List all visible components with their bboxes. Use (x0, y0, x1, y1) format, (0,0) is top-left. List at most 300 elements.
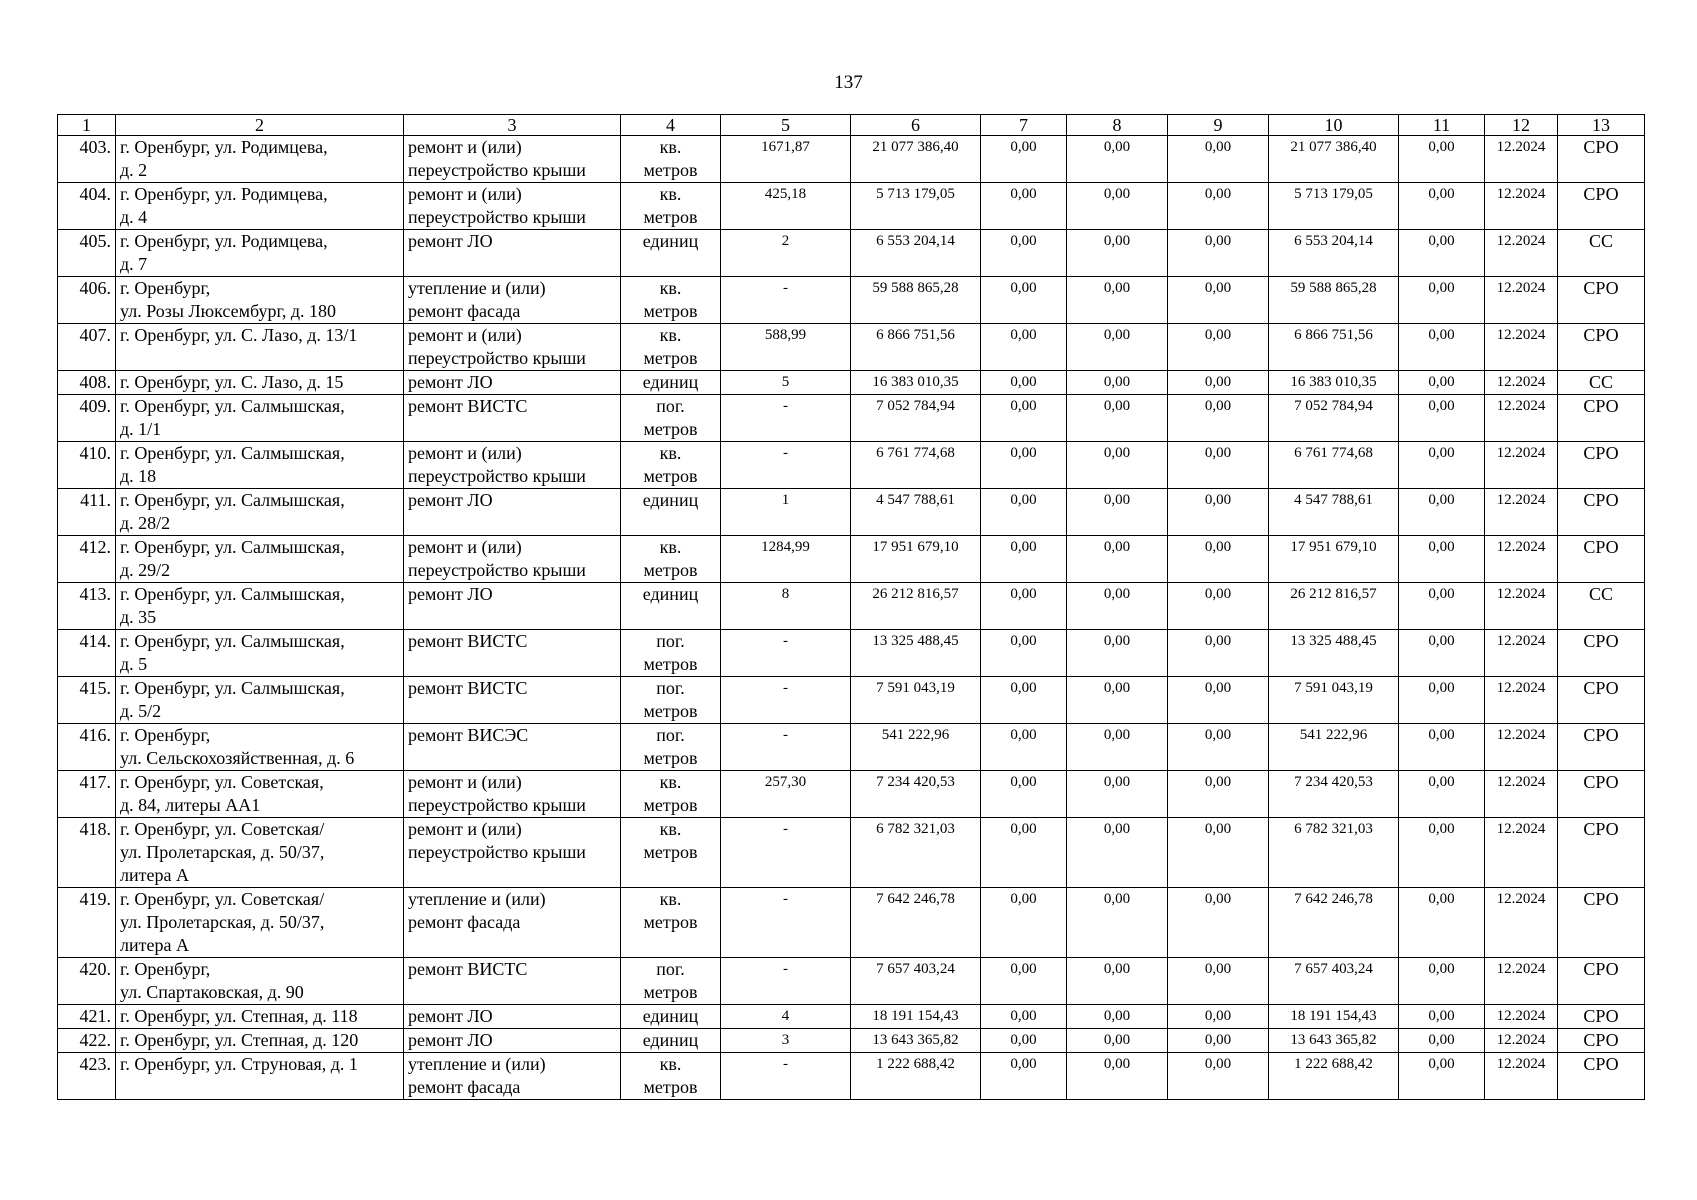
row-number: 407. (58, 324, 116, 371)
deadline-cell: 12.2024 (1485, 536, 1558, 583)
work-type-cell: ремонт ЛО (404, 489, 621, 536)
column-header: 5 (721, 115, 851, 136)
cost-cell: 0,00 (1168, 136, 1269, 183)
address-cell: г. Оренбург, ул. Родимцева, д. 7 (116, 230, 404, 277)
cost-cell: 0,00 (1168, 489, 1269, 536)
work-type-cell: ремонт ВИСТС (404, 958, 621, 1005)
fund-method-cell: СРО (1558, 630, 1645, 677)
row-number: 418. (58, 818, 116, 888)
deadline-cell: 12.2024 (1485, 136, 1558, 183)
cost-cell: 0,00 (1168, 536, 1269, 583)
work-type-cell: ремонт ВИСТС (404, 677, 621, 724)
row-number: 410. (58, 442, 116, 489)
cost-cell: 0,00 (1067, 677, 1168, 724)
work-type-cell: ремонт ВИСТС (404, 395, 621, 442)
total-cost-cell: 541 222,96 (851, 724, 981, 771)
address-cell: г. Оренбург, ул. Салмышская, д. 5 (116, 630, 404, 677)
cost-cell: 0,00 (1399, 630, 1485, 677)
table-row (58, 888, 1645, 958)
fund-method-cell: СРО (1558, 1029, 1645, 1053)
work-type-cell: ремонт ЛО (404, 583, 621, 630)
cost-cell: 0,00 (981, 324, 1067, 371)
column-header: 1 (58, 115, 116, 136)
deadline-cell: 12.2024 (1485, 324, 1558, 371)
deadline-cell: 12.2024 (1485, 724, 1558, 771)
column-header-row (58, 115, 1645, 136)
unit-cell: кв. метров (621, 1053, 721, 1100)
address-cell: г. Оренбург, ул. С. Лазо, д. 15 (116, 371, 404, 395)
cost-cell: 0,00 (981, 677, 1067, 724)
volume-cell: - (721, 677, 851, 724)
total-cost-cell: 21 077 386,40 (851, 136, 981, 183)
row-number: 421. (58, 1005, 116, 1029)
volume-cell: - (721, 442, 851, 489)
unit-cell: пог. метров (621, 724, 721, 771)
work-type-cell: ремонт и (или) переустройство крыши (404, 536, 621, 583)
table-row (58, 583, 1645, 630)
owner-funds-cell: 21 077 386,40 (1269, 136, 1399, 183)
cost-cell: 0,00 (1399, 818, 1485, 888)
table-row (58, 1053, 1645, 1100)
cost-cell: 0,00 (1067, 1029, 1168, 1053)
cost-cell: 0,00 (1168, 183, 1269, 230)
cost-cell: 0,00 (1399, 371, 1485, 395)
owner-funds-cell: 17 951 679,10 (1269, 536, 1399, 583)
cost-cell: 0,00 (1399, 136, 1485, 183)
unit-cell: пог. метров (621, 630, 721, 677)
table-row (58, 371, 1645, 395)
cost-cell: 0,00 (1168, 958, 1269, 1005)
work-type-cell: утепление и (или) ремонт фасада (404, 1053, 621, 1100)
total-cost-cell: 16 383 010,35 (851, 371, 981, 395)
fund-method-cell: СРО (1558, 395, 1645, 442)
cost-cell: 0,00 (981, 442, 1067, 489)
address-cell: г. Оренбург, ул. С. Лазо, д. 13/1 (116, 324, 404, 371)
cost-cell: 0,00 (1067, 395, 1168, 442)
total-cost-cell: 7 052 784,94 (851, 395, 981, 442)
total-cost-cell: 59 588 865,28 (851, 277, 981, 324)
volume-cell: 588,99 (721, 324, 851, 371)
total-cost-cell: 1 222 688,42 (851, 1053, 981, 1100)
fund-method-cell: СРО (1558, 771, 1645, 818)
deadline-cell: 12.2024 (1485, 230, 1558, 277)
cost-cell: 0,00 (981, 183, 1067, 230)
cost-cell: 0,00 (1399, 1029, 1485, 1053)
cost-cell: 0,00 (1168, 442, 1269, 489)
owner-funds-cell: 18 191 154,43 (1269, 1005, 1399, 1029)
table-row (58, 724, 1645, 771)
column-header: 9 (1168, 115, 1269, 136)
row-number: 404. (58, 183, 116, 230)
work-type-cell: ремонт ВИСЭС (404, 724, 621, 771)
cost-cell: 0,00 (981, 489, 1067, 536)
fund-method-cell: СРО (1558, 1005, 1645, 1029)
total-cost-cell: 17 951 679,10 (851, 536, 981, 583)
cost-cell: 0,00 (1067, 277, 1168, 324)
address-cell: г. Оренбург, ул. Салмышская, д. 18 (116, 442, 404, 489)
volume-cell: 1671,87 (721, 136, 851, 183)
address-cell: г. Оренбург, ул. Сельскохозяйственная, д. 6 (116, 724, 404, 771)
deadline-cell: 12.2024 (1485, 630, 1558, 677)
volume-cell: - (721, 818, 851, 888)
table-row (58, 442, 1645, 489)
owner-funds-cell: 1 222 688,42 (1269, 1053, 1399, 1100)
work-type-cell: ремонт и (или) переустройство крыши (404, 183, 621, 230)
cost-cell: 0,00 (1399, 583, 1485, 630)
owner-funds-cell: 6 761 774,68 (1269, 442, 1399, 489)
cost-cell: 0,00 (981, 230, 1067, 277)
cost-cell: 0,00 (1399, 724, 1485, 771)
volume-cell: - (721, 1053, 851, 1100)
row-number: 423. (58, 1053, 116, 1100)
owner-funds-cell: 7 657 403,24 (1269, 958, 1399, 1005)
fund-method-cell: СРО (1558, 1053, 1645, 1100)
fund-method-cell: СС (1558, 371, 1645, 395)
table-row (58, 958, 1645, 1005)
fund-method-cell: СРО (1558, 958, 1645, 1005)
fund-method-cell: СРО (1558, 818, 1645, 888)
cost-cell: 0,00 (1399, 1053, 1485, 1100)
cost-cell: 0,00 (1399, 1005, 1485, 1029)
work-type-cell: утепление и (или) ремонт фасада (404, 277, 621, 324)
column-header: 10 (1269, 115, 1399, 136)
unit-cell: пог. метров (621, 677, 721, 724)
address-cell: г. Оренбург, ул. Степная, д. 120 (116, 1029, 404, 1053)
cost-cell: 0,00 (1168, 888, 1269, 958)
cost-cell: 0,00 (1067, 489, 1168, 536)
volume-cell: 4 (721, 1005, 851, 1029)
cost-cell: 0,00 (1067, 583, 1168, 630)
owner-funds-cell: 16 383 010,35 (1269, 371, 1399, 395)
cost-cell: 0,00 (1067, 183, 1168, 230)
volume-cell: - (721, 958, 851, 1005)
volume-cell: 2 (721, 230, 851, 277)
deadline-cell: 12.2024 (1485, 1053, 1558, 1100)
total-cost-cell: 6 782 321,03 (851, 818, 981, 888)
work-type-cell: ремонт и (или) переустройство крыши (404, 771, 621, 818)
volume-cell: 1 (721, 489, 851, 536)
row-number: 405. (58, 230, 116, 277)
cost-cell: 0,00 (1399, 442, 1485, 489)
cost-cell: 0,00 (1399, 489, 1485, 536)
volume-cell: 257,30 (721, 771, 851, 818)
row-number: 414. (58, 630, 116, 677)
cost-cell: 0,00 (1168, 771, 1269, 818)
address-cell: г. Оренбург, ул. Струновая, д. 1 (116, 1053, 404, 1100)
fund-method-cell: СРО (1558, 277, 1645, 324)
cost-cell: 0,00 (1168, 1053, 1269, 1100)
cost-cell: 0,00 (1399, 888, 1485, 958)
address-cell: г. Оренбург, ул. Салмышская, д. 5/2 (116, 677, 404, 724)
table-row (58, 230, 1645, 277)
total-cost-cell: 13 325 488,45 (851, 630, 981, 677)
volume-cell: 1284,99 (721, 536, 851, 583)
volume-cell: - (721, 277, 851, 324)
address-cell: г. Оренбург, ул. Салмышская, д. 29/2 (116, 536, 404, 583)
cost-cell: 0,00 (981, 536, 1067, 583)
deadline-cell: 12.2024 (1485, 371, 1558, 395)
deadline-cell: 12.2024 (1485, 958, 1558, 1005)
owner-funds-cell: 7 642 246,78 (1269, 888, 1399, 958)
unit-cell: кв. метров (621, 183, 721, 230)
work-type-cell: ремонт и (или) переустройство крыши (404, 324, 621, 371)
column-header: 13 (1558, 115, 1645, 136)
volume-cell: - (721, 888, 851, 958)
unit-cell: единиц (621, 230, 721, 277)
cost-cell: 0,00 (1168, 724, 1269, 771)
cost-cell: 0,00 (1067, 1005, 1168, 1029)
owner-funds-cell: 541 222,96 (1269, 724, 1399, 771)
owner-funds-cell: 59 588 865,28 (1269, 277, 1399, 324)
table-row (58, 536, 1645, 583)
total-cost-cell: 7 657 403,24 (851, 958, 981, 1005)
cost-cell: 0,00 (981, 1053, 1067, 1100)
cost-cell: 0,00 (1399, 183, 1485, 230)
cost-cell: 0,00 (1399, 958, 1485, 1005)
deadline-cell: 12.2024 (1485, 1029, 1558, 1053)
volume-cell: - (721, 395, 851, 442)
capital-repair-table (57, 114, 1645, 1100)
cost-cell: 0,00 (1168, 1029, 1269, 1053)
deadline-cell: 12.2024 (1485, 818, 1558, 888)
cost-cell: 0,00 (1168, 583, 1269, 630)
cost-cell: 0,00 (1067, 771, 1168, 818)
fund-method-cell: СРО (1558, 536, 1645, 583)
cost-cell: 0,00 (1168, 230, 1269, 277)
unit-cell: кв. метров (621, 324, 721, 371)
row-number: 406. (58, 277, 116, 324)
deadline-cell: 12.2024 (1485, 277, 1558, 324)
owner-funds-cell: 6 553 204,14 (1269, 230, 1399, 277)
cost-cell: 0,00 (1067, 442, 1168, 489)
table-row (58, 677, 1645, 724)
table-row (58, 1029, 1645, 1053)
cost-cell: 0,00 (1399, 230, 1485, 277)
total-cost-cell: 4 547 788,61 (851, 489, 981, 536)
fund-method-cell: СС (1558, 230, 1645, 277)
table-row (58, 136, 1645, 183)
cost-cell: 0,00 (1399, 771, 1485, 818)
cost-cell: 0,00 (981, 818, 1067, 888)
table-row (58, 277, 1645, 324)
volume-cell: 3 (721, 1029, 851, 1053)
fund-method-cell: СРО (1558, 324, 1645, 371)
cost-cell: 0,00 (1168, 818, 1269, 888)
work-type-cell: ремонт ЛО (404, 1005, 621, 1029)
owner-funds-cell: 5 713 179,05 (1269, 183, 1399, 230)
total-cost-cell: 6 761 774,68 (851, 442, 981, 489)
cost-cell: 0,00 (1168, 630, 1269, 677)
deadline-cell: 12.2024 (1485, 583, 1558, 630)
table-row (58, 183, 1645, 230)
cost-cell: 0,00 (1399, 677, 1485, 724)
table-row (58, 630, 1645, 677)
work-type-cell: ремонт ВИСТС (404, 630, 621, 677)
table-body (58, 136, 1645, 1100)
cost-cell: 0,00 (981, 771, 1067, 818)
cost-cell: 0,00 (981, 583, 1067, 630)
row-number: 408. (58, 371, 116, 395)
unit-cell: кв. метров (621, 771, 721, 818)
cost-cell: 0,00 (981, 371, 1067, 395)
cost-cell: 0,00 (1067, 136, 1168, 183)
cost-cell: 0,00 (1168, 324, 1269, 371)
cost-cell: 0,00 (1399, 536, 1485, 583)
address-cell: г. Оренбург, ул. Родимцева, д. 4 (116, 183, 404, 230)
total-cost-cell: 6 553 204,14 (851, 230, 981, 277)
fund-method-cell: СРО (1558, 442, 1645, 489)
cost-cell: 0,00 (1067, 230, 1168, 277)
column-header: 6 (851, 115, 981, 136)
table-row (58, 1005, 1645, 1029)
cost-cell: 0,00 (1067, 536, 1168, 583)
cost-cell: 0,00 (1168, 395, 1269, 442)
owner-funds-cell: 4 547 788,61 (1269, 489, 1399, 536)
work-type-cell: ремонт ЛО (404, 371, 621, 395)
work-type-cell: ремонт и (или) переустройство крыши (404, 442, 621, 489)
cost-cell: 0,00 (1067, 818, 1168, 888)
volume-cell: 5 (721, 371, 851, 395)
cost-cell: 0,00 (981, 1029, 1067, 1053)
column-header: 8 (1067, 115, 1168, 136)
column-header: 3 (404, 115, 621, 136)
address-cell: г. Оренбург, ул. Спартаковская, д. 90 (116, 958, 404, 1005)
column-header: 7 (981, 115, 1067, 136)
deadline-cell: 12.2024 (1485, 183, 1558, 230)
cost-cell: 0,00 (1067, 958, 1168, 1005)
row-number: 413. (58, 583, 116, 630)
deadline-cell: 12.2024 (1485, 1005, 1558, 1029)
cost-cell: 0,00 (981, 958, 1067, 1005)
column-header: 11 (1399, 115, 1485, 136)
work-type-cell: ремонт и (или) переустройство крыши (404, 136, 621, 183)
unit-cell: единиц (621, 1005, 721, 1029)
column-header: 12 (1485, 115, 1558, 136)
cost-cell: 0,00 (981, 395, 1067, 442)
deadline-cell: 12.2024 (1485, 442, 1558, 489)
volume-cell: 8 (721, 583, 851, 630)
address-cell: г. Оренбург, ул. Советская/ ул. Пролетарская, д. 50/37, литера А (116, 818, 404, 888)
cost-cell: 0,00 (1399, 277, 1485, 324)
volume-cell: - (721, 724, 851, 771)
unit-cell: кв. метров (621, 888, 721, 958)
cost-cell: 0,00 (1067, 324, 1168, 371)
cost-cell: 0,00 (1067, 630, 1168, 677)
deadline-cell: 12.2024 (1485, 395, 1558, 442)
owner-funds-cell: 7 052 784,94 (1269, 395, 1399, 442)
total-cost-cell: 18 191 154,43 (851, 1005, 981, 1029)
deadline-cell: 12.2024 (1485, 888, 1558, 958)
volume-cell: - (721, 630, 851, 677)
owner-funds-cell: 7 234 420,53 (1269, 771, 1399, 818)
owner-funds-cell: 13 325 488,45 (1269, 630, 1399, 677)
total-cost-cell: 13 643 365,82 (851, 1029, 981, 1053)
row-number: 416. (58, 724, 116, 771)
cost-cell: 0,00 (1067, 888, 1168, 958)
table-row (58, 771, 1645, 818)
fund-method-cell: СРО (1558, 888, 1645, 958)
unit-cell: кв. метров (621, 442, 721, 489)
work-type-cell: ремонт и (или) переустройство крыши (404, 818, 621, 888)
table-row (58, 489, 1645, 536)
cost-cell: 0,00 (1399, 324, 1485, 371)
total-cost-cell: 26 212 816,57 (851, 583, 981, 630)
address-cell: г. Оренбург, ул. Советская, д. 84, литеры АА1 (116, 771, 404, 818)
row-number: 422. (58, 1029, 116, 1053)
unit-cell: кв. метров (621, 536, 721, 583)
work-type-cell: утепление и (или) ремонт фасада (404, 888, 621, 958)
address-cell: г. Оренбург, ул. Салмышская, д. 28/2 (116, 489, 404, 536)
owner-funds-cell: 6 782 321,03 (1269, 818, 1399, 888)
row-number: 415. (58, 677, 116, 724)
table-row (58, 818, 1645, 888)
cost-cell: 0,00 (1067, 371, 1168, 395)
cost-cell: 0,00 (981, 724, 1067, 771)
total-cost-cell: 7 591 043,19 (851, 677, 981, 724)
row-number: 403. (58, 136, 116, 183)
address-cell: г. Оренбург, ул. Салмышская, д. 1/1 (116, 395, 404, 442)
unit-cell: пог. метров (621, 395, 721, 442)
unit-cell: единиц (621, 583, 721, 630)
total-cost-cell: 5 713 179,05 (851, 183, 981, 230)
work-type-cell: ремонт ЛО (404, 1029, 621, 1053)
unit-cell: кв. метров (621, 136, 721, 183)
fund-method-cell: СРО (1558, 489, 1645, 536)
owner-funds-cell: 6 866 751,56 (1269, 324, 1399, 371)
address-cell: г. Оренбург, ул. Салмышская, д. 35 (116, 583, 404, 630)
unit-cell: кв. метров (621, 818, 721, 888)
unit-cell: единиц (621, 1029, 721, 1053)
fund-method-cell: СРО (1558, 724, 1645, 771)
total-cost-cell: 6 866 751,56 (851, 324, 981, 371)
row-number: 417. (58, 771, 116, 818)
owner-funds-cell: 13 643 365,82 (1269, 1029, 1399, 1053)
cost-cell: 0,00 (981, 136, 1067, 183)
table-row (58, 395, 1645, 442)
cost-cell: 0,00 (1168, 1005, 1269, 1029)
row-number: 409. (58, 395, 116, 442)
work-type-cell: ремонт ЛО (404, 230, 621, 277)
page-number: 137 (834, 72, 863, 93)
fund-method-cell: СРО (1558, 183, 1645, 230)
row-number: 411. (58, 489, 116, 536)
fund-method-cell: СС (1558, 583, 1645, 630)
unit-cell: пог. метров (621, 958, 721, 1005)
cost-cell: 0,00 (981, 277, 1067, 324)
row-number: 419. (58, 888, 116, 958)
cost-cell: 0,00 (1399, 395, 1485, 442)
unit-cell: единиц (621, 371, 721, 395)
total-cost-cell: 7 234 420,53 (851, 771, 981, 818)
cost-cell: 0,00 (1168, 371, 1269, 395)
column-header: 4 (621, 115, 721, 136)
fund-method-cell: СРО (1558, 136, 1645, 183)
cost-cell: 0,00 (1168, 677, 1269, 724)
cost-cell: 0,00 (981, 888, 1067, 958)
deadline-cell: 12.2024 (1485, 677, 1558, 724)
owner-funds-cell: 26 212 816,57 (1269, 583, 1399, 630)
fund-method-cell: СРО (1558, 677, 1645, 724)
unit-cell: единиц (621, 489, 721, 536)
total-cost-cell: 7 642 246,78 (851, 888, 981, 958)
column-header: 2 (116, 115, 404, 136)
address-cell: г. Оренбург, ул. Советская/ ул. Пролетарская, д. 50/37, литера А (116, 888, 404, 958)
cost-cell: 0,00 (981, 1005, 1067, 1029)
volume-cell: 425,18 (721, 183, 851, 230)
table-row (58, 324, 1645, 371)
address-cell: г. Оренбург, ул. Розы Люксембург, д. 180 (116, 277, 404, 324)
cost-cell: 0,00 (1067, 1053, 1168, 1100)
